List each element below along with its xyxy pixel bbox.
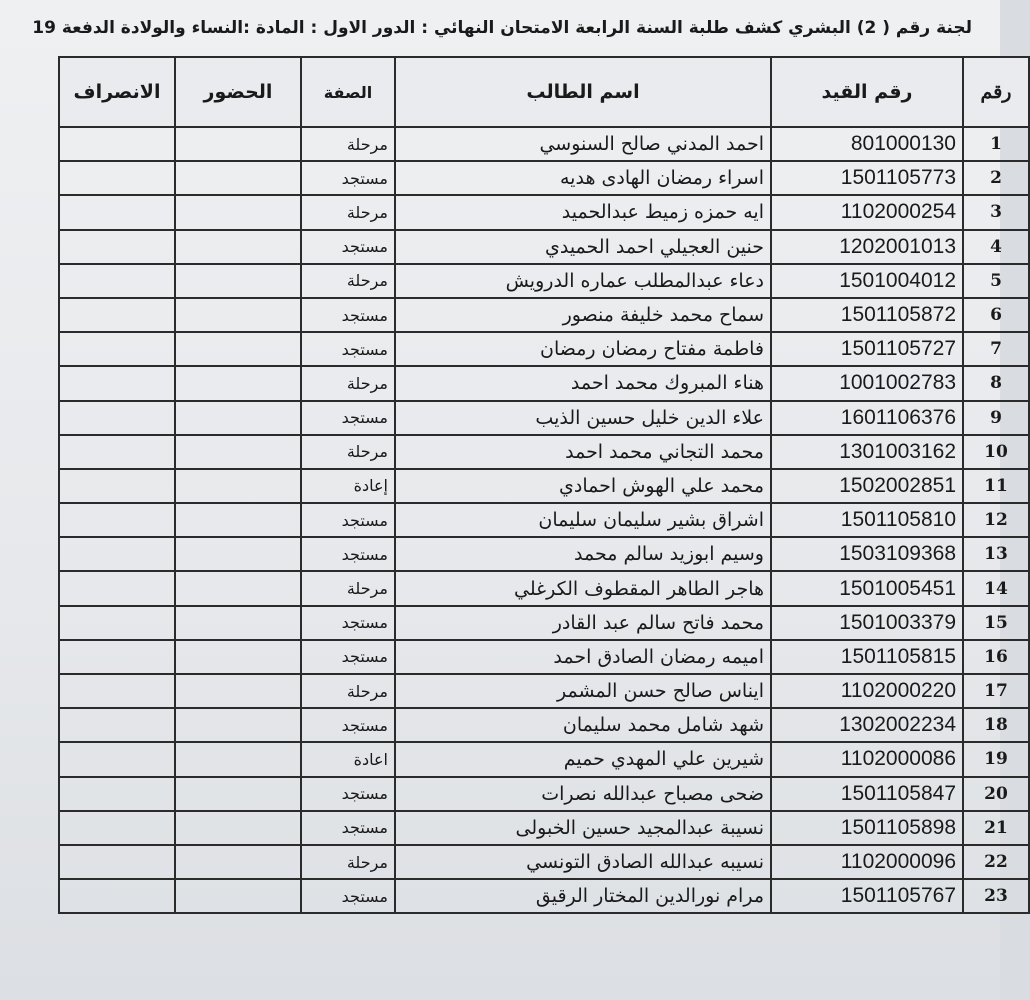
table-row bbox=[59, 264, 1029, 298]
cell-registration-id: 1503109368 bbox=[771, 537, 963, 571]
cell-status: مستجد bbox=[301, 811, 395, 845]
cell-leave bbox=[59, 845, 175, 879]
col-header-leave: الانصراف bbox=[59, 57, 175, 127]
table-row bbox=[59, 366, 1029, 400]
cell-student-name: محمد علي الهوش احمادي bbox=[395, 469, 771, 503]
cell-attendance bbox=[175, 708, 301, 742]
cell-registration-id: 1501003379 bbox=[771, 606, 963, 640]
cell-student-name: سماح محمد خليفة منصور bbox=[395, 298, 771, 332]
cell-number: 9 bbox=[963, 401, 1029, 435]
cell-attendance bbox=[175, 161, 301, 195]
cell-student-name: نسيبة عبدالمجيد حسين الخبولى bbox=[395, 811, 771, 845]
cell-leave bbox=[59, 674, 175, 708]
cell-attendance bbox=[175, 674, 301, 708]
table-row bbox=[59, 811, 1029, 845]
cell-student-name: فاطمة مفتاح رمضان رمضان bbox=[395, 332, 771, 366]
cell-student-name: اميمه رمضان الصادق احمد bbox=[395, 640, 771, 674]
cell-attendance bbox=[175, 264, 301, 298]
cell-registration-id: 1501105810 bbox=[771, 503, 963, 537]
cell-attendance bbox=[175, 537, 301, 571]
cell-leave bbox=[59, 195, 175, 229]
cell-status: مستجد bbox=[301, 777, 395, 811]
cell-number: 17 bbox=[963, 674, 1029, 708]
table-row bbox=[59, 332, 1029, 366]
col-header-registration-id: رقم القيد bbox=[771, 57, 963, 127]
cell-registration-id: 1501105847 bbox=[771, 777, 963, 811]
cell-registration-id: 1001002783 bbox=[771, 366, 963, 400]
cell-number: 1 bbox=[963, 127, 1029, 161]
cell-student-name: حنين العجيلي احمد الحميدي bbox=[395, 230, 771, 264]
cell-leave bbox=[59, 332, 175, 366]
cell-leave bbox=[59, 127, 175, 161]
col-header-number: رقم bbox=[963, 57, 1029, 127]
col-header-status: الصفة bbox=[301, 57, 395, 127]
cell-leave bbox=[59, 298, 175, 332]
cell-attendance bbox=[175, 127, 301, 161]
table-row bbox=[59, 537, 1029, 571]
cell-status: مستجد bbox=[301, 230, 395, 264]
table-row bbox=[59, 298, 1029, 332]
cell-status: مرحلة bbox=[301, 195, 395, 229]
table-row bbox=[59, 674, 1029, 708]
table-row bbox=[59, 845, 1029, 879]
cell-registration-id: 1501105872 bbox=[771, 298, 963, 332]
cell-leave bbox=[59, 571, 175, 605]
cell-registration-id: 1601106376 bbox=[771, 401, 963, 435]
cell-registration-id: 1501005451 bbox=[771, 571, 963, 605]
cell-status: مستجد bbox=[301, 332, 395, 366]
cell-registration-id: 1202001013 bbox=[771, 230, 963, 264]
sheet-header: لجنة رقم ( 2) البشري كشف طلبة السنة الرابعة الامتحان النهائي : الدور الاول : المادة :النساء والولادة الدفعة 19 bbox=[32, 18, 972, 38]
col-header-attendance: الحضور bbox=[175, 57, 301, 127]
table-row bbox=[59, 161, 1029, 195]
cell-status: مرحلة bbox=[301, 264, 395, 298]
cell-attendance bbox=[175, 879, 301, 913]
cell-student-name: مرام نورالدين المختار الرقيق bbox=[395, 879, 771, 913]
cell-number: 7 bbox=[963, 332, 1029, 366]
cell-number: 6 bbox=[963, 298, 1029, 332]
students-table bbox=[58, 56, 1030, 914]
cell-attendance bbox=[175, 298, 301, 332]
cell-registration-id: 1102000096 bbox=[771, 845, 963, 879]
cell-student-name: احمد المدني صالح السنوسي bbox=[395, 127, 771, 161]
cell-leave bbox=[59, 401, 175, 435]
cell-student-name: محمد التجاني محمد احمد bbox=[395, 435, 771, 469]
cell-leave bbox=[59, 435, 175, 469]
cell-leave bbox=[59, 606, 175, 640]
cell-student-name: دعاء عبدالمطلب عماره الدرويش bbox=[395, 264, 771, 298]
cell-status: مستجد bbox=[301, 879, 395, 913]
cell-leave bbox=[59, 742, 175, 776]
cell-student-name: محمد فاتح سالم عبد القادر bbox=[395, 606, 771, 640]
table-row bbox=[59, 777, 1029, 811]
cell-status: مستجد bbox=[301, 708, 395, 742]
cell-leave bbox=[59, 811, 175, 845]
cell-student-name: علاء الدين خليل حسين الذيب bbox=[395, 401, 771, 435]
cell-number: 22 bbox=[963, 845, 1029, 879]
cell-leave bbox=[59, 230, 175, 264]
cell-registration-id: 1501105727 bbox=[771, 332, 963, 366]
cell-status: مرحلة bbox=[301, 366, 395, 400]
cell-attendance bbox=[175, 811, 301, 845]
cell-leave bbox=[59, 503, 175, 537]
table-row bbox=[59, 469, 1029, 503]
cell-leave bbox=[59, 640, 175, 674]
cell-status: اعادة bbox=[301, 742, 395, 776]
cell-leave bbox=[59, 708, 175, 742]
cell-attendance bbox=[175, 640, 301, 674]
table-row bbox=[59, 435, 1029, 469]
cell-number: 16 bbox=[963, 640, 1029, 674]
cell-number: 11 bbox=[963, 469, 1029, 503]
cell-number: 5 bbox=[963, 264, 1029, 298]
cell-status: مستجد bbox=[301, 606, 395, 640]
cell-status: مستجد bbox=[301, 640, 395, 674]
cell-number: 8 bbox=[963, 366, 1029, 400]
cell-registration-id: 1501105898 bbox=[771, 811, 963, 845]
cell-attendance bbox=[175, 230, 301, 264]
cell-registration-id: 1102000254 bbox=[771, 195, 963, 229]
cell-student-name: اسراء رمضان الهادى هديه bbox=[395, 161, 771, 195]
table-row bbox=[59, 195, 1029, 229]
cell-number: 19 bbox=[963, 742, 1029, 776]
cell-leave bbox=[59, 879, 175, 913]
table-row bbox=[59, 401, 1029, 435]
cell-leave bbox=[59, 537, 175, 571]
cell-student-name: وسيم ابوزيد سالم محمد bbox=[395, 537, 771, 571]
cell-registration-id: 1302002234 bbox=[771, 708, 963, 742]
cell-status: مستجد bbox=[301, 503, 395, 537]
cell-registration-id: 1102000086 bbox=[771, 742, 963, 776]
cell-attendance bbox=[175, 332, 301, 366]
cell-attendance bbox=[175, 571, 301, 605]
cell-number: 20 bbox=[963, 777, 1029, 811]
cell-student-name: ضحى مصباح عبدالله نصرات bbox=[395, 777, 771, 811]
cell-registration-id: 801000130 bbox=[771, 127, 963, 161]
cell-number: 3 bbox=[963, 195, 1029, 229]
cell-status: مستجد bbox=[301, 401, 395, 435]
cell-status: مستجد bbox=[301, 161, 395, 195]
cell-attendance bbox=[175, 435, 301, 469]
cell-number: 14 bbox=[963, 571, 1029, 605]
cell-attendance bbox=[175, 845, 301, 879]
cell-attendance bbox=[175, 469, 301, 503]
cell-number: 2 bbox=[963, 161, 1029, 195]
cell-attendance bbox=[175, 503, 301, 537]
table-row bbox=[59, 127, 1029, 161]
cell-attendance bbox=[175, 777, 301, 811]
cell-registration-id: 1501004012 bbox=[771, 264, 963, 298]
cell-number: 15 bbox=[963, 606, 1029, 640]
cell-status: مرحلة bbox=[301, 127, 395, 161]
table-row bbox=[59, 742, 1029, 776]
cell-status: مستجد bbox=[301, 537, 395, 571]
table-row bbox=[59, 503, 1029, 537]
cell-status: مرحلة bbox=[301, 674, 395, 708]
cell-status: مرحلة bbox=[301, 571, 395, 605]
cell-student-name: ايه حمزه زميط عبدالحميد bbox=[395, 195, 771, 229]
table-row bbox=[59, 879, 1029, 913]
cell-leave bbox=[59, 161, 175, 195]
cell-attendance bbox=[175, 606, 301, 640]
cell-status: إعادة bbox=[301, 469, 395, 503]
cell-student-name: ايناس صالح حسن المشمر bbox=[395, 674, 771, 708]
table-row bbox=[59, 230, 1029, 264]
cell-registration-id: 1301003162 bbox=[771, 435, 963, 469]
cell-number: 4 bbox=[963, 230, 1029, 264]
table-row bbox=[59, 640, 1029, 674]
cell-student-name: نسيبه عبدالله الصادق التونسي bbox=[395, 845, 771, 879]
cell-student-name: شهد شامل محمد سليمان bbox=[395, 708, 771, 742]
cell-attendance bbox=[175, 742, 301, 776]
cell-student-name: هاجر الطاهر المقطوف الكرغلي bbox=[395, 571, 771, 605]
cell-registration-id: 1501105773 bbox=[771, 161, 963, 195]
cell-number: 10 bbox=[963, 435, 1029, 469]
cell-registration-id: 1501105767 bbox=[771, 879, 963, 913]
cell-number: 23 bbox=[963, 879, 1029, 913]
cell-registration-id: 1102000220 bbox=[771, 674, 963, 708]
cell-status: مستجد bbox=[301, 298, 395, 332]
cell-leave bbox=[59, 366, 175, 400]
cell-leave bbox=[59, 777, 175, 811]
cell-registration-id: 1501105815 bbox=[771, 640, 963, 674]
cell-leave bbox=[59, 264, 175, 298]
cell-attendance bbox=[175, 401, 301, 435]
cell-leave bbox=[59, 469, 175, 503]
cell-status: مرحلة bbox=[301, 845, 395, 879]
cell-attendance bbox=[175, 366, 301, 400]
cell-student-name: شيرين علي المهدي حميم bbox=[395, 742, 771, 776]
cell-attendance bbox=[175, 195, 301, 229]
table-row bbox=[59, 571, 1029, 605]
cell-number: 13 bbox=[963, 537, 1029, 571]
cell-number: 18 bbox=[963, 708, 1029, 742]
col-header-student-name: اسم الطالب bbox=[395, 57, 771, 127]
table-row bbox=[59, 606, 1029, 640]
cell-student-name: اشراق بشير سليمان سليمان bbox=[395, 503, 771, 537]
cell-status: مرحلة bbox=[301, 435, 395, 469]
cell-student-name: هناء المبروك محمد احمد bbox=[395, 366, 771, 400]
cell-registration-id: 1502002851 bbox=[771, 469, 963, 503]
table-row bbox=[59, 708, 1029, 742]
cell-number: 12 bbox=[963, 503, 1029, 537]
table-header-row bbox=[59, 57, 1029, 127]
cell-number: 21 bbox=[963, 811, 1029, 845]
